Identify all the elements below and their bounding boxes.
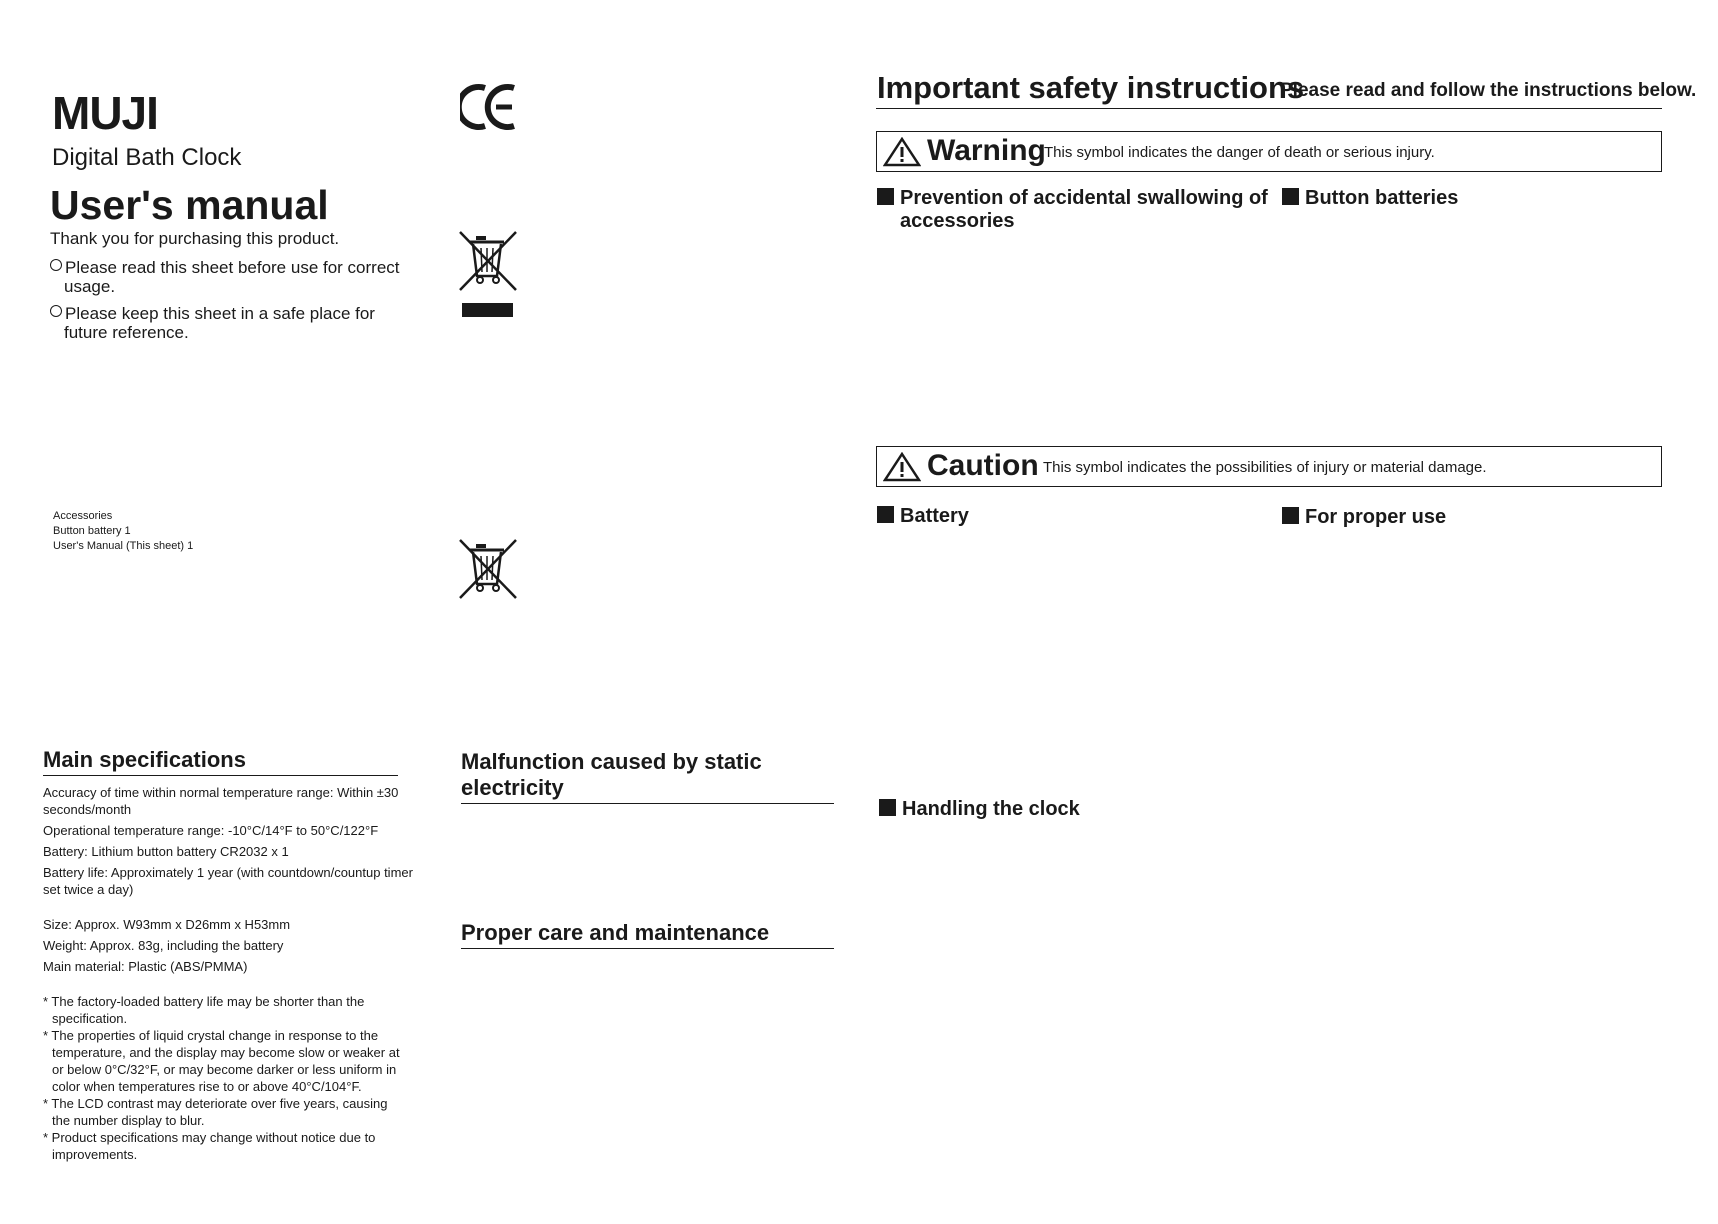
subheading-button-batteries: Button batteries: [1282, 187, 1458, 210]
specs-body: [43, 784, 415, 1163]
care-maintenance-heading-text: Proper care and maintenance: [461, 920, 770, 945]
crossed-bin-icon: [458, 228, 518, 292]
caution-box: [876, 446, 1662, 487]
warning-label: Warning: [927, 134, 1046, 167]
warning-box: [876, 131, 1662, 172]
accessory-item: User's Manual (This sheet) 1: [53, 540, 194, 552]
spec-line: Battery: Lithium button battery CR2032 x 1: [43, 844, 289, 859]
spec-line: Operational temperature range: -10°C/14°F to 50°C/122°F: [43, 823, 379, 838]
note-line: Please keep this sheet in a safe place for: [65, 304, 375, 323]
square-bullet-icon: [879, 799, 896, 816]
accessories-list: [53, 509, 193, 554]
title-rule: [876, 108, 1662, 109]
warning-triangle-icon: [883, 137, 921, 167]
note-keep-sheet: [50, 304, 375, 342]
safety-title: Important safety instructions: [877, 70, 1305, 105]
ce-mark-icon: [460, 82, 518, 132]
crossed-bin-icon: [458, 536, 518, 600]
spec-line: Battery life: Approximately 1 year (with countdown/countup timer set twice a day): [43, 865, 413, 897]
spec-line: Weight: Approx. 83g, including the battery: [43, 938, 284, 953]
subheading-handling-clock: Handling the clock: [879, 798, 1080, 821]
bin-underline-bar: [462, 303, 513, 317]
circle-bullet-icon: [50, 259, 62, 271]
footnote: * The factory-loaded battery life may be shorter than the specification.: [43, 994, 365, 1026]
note-line: usage.: [64, 277, 116, 296]
note-line: Please read this sheet before use for correct: [65, 258, 400, 277]
spec-line: Size: Approx. W93mm x D26mm x H53mm: [43, 917, 291, 932]
caution-description: This symbol indicates the possibilities of injury or material damage.: [1043, 459, 1487, 476]
note-read-sheet: [50, 258, 400, 296]
circle-bullet-icon: [50, 305, 62, 317]
square-bullet-icon: [1282, 507, 1299, 524]
spec-line: Main material: Plastic (ABS/PMMA): [43, 959, 248, 974]
care-maintenance-heading: [461, 920, 834, 949]
footnote: * Product specifications may change without notice due to improvements.: [43, 1130, 376, 1162]
subheading-proper-use: For proper use: [1282, 506, 1446, 529]
product-name: Digital Bath Clock: [52, 144, 242, 171]
subheading-swallowing: Prevention of accidental swallowing of accessories: [877, 187, 1268, 233]
safety-subtitle: Please read and follow the instructions below.: [1280, 80, 1697, 101]
intro-text: Thank you for purchasing this product.: [50, 229, 340, 248]
accessory-item: Button battery 1: [53, 525, 131, 537]
spec-footnotes: [43, 993, 415, 1163]
square-bullet-icon: [1282, 188, 1299, 205]
accessories-heading: Accessories: [53, 510, 113, 522]
brand-logo: MUJI: [52, 87, 158, 139]
static-electricity-heading-text: Malfunction caused by static electricity: [461, 749, 762, 800]
footnote: * The LCD contrast may deteriorate over five years, causing the number display to blur.: [43, 1096, 388, 1128]
static-electricity-heading: [461, 749, 834, 804]
caution-label: Caution: [927, 449, 1039, 482]
square-bullet-icon: [877, 188, 894, 205]
warning-description: This symbol indicates the danger of death or serious injury.: [1044, 144, 1435, 161]
specs-heading: [43, 747, 398, 776]
note-line: future reference.: [64, 323, 189, 342]
footnote: * The properties of liquid crystal change in response to the temperature, and the display may become slow or weaker at or below 0°C/32°F, or may become darker or less uniform in color when temperatures rise to or above 40°C/104°F.: [43, 1028, 400, 1094]
subheading-battery: Battery: [877, 505, 969, 528]
specs-heading-text: Main specifications: [43, 747, 246, 772]
spec-line: Accuracy of time within normal temperature range: Within ±30 seconds/month: [43, 785, 399, 817]
document-title: User's manual: [50, 182, 329, 228]
warning-triangle-icon: [883, 452, 921, 482]
square-bullet-icon: [877, 506, 894, 523]
